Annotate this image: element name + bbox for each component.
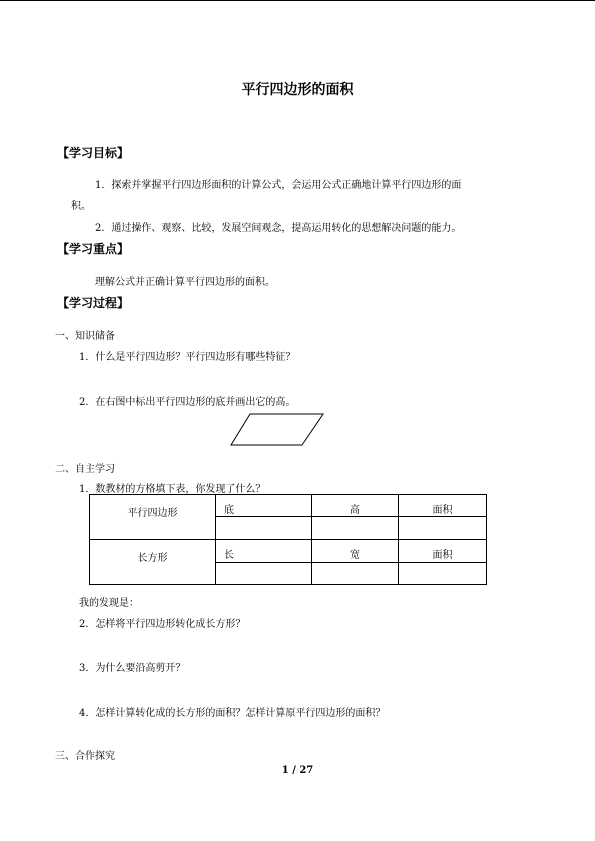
table-header-area-1: 面积	[399, 495, 487, 517]
table-blank-cell[interactable]	[399, 563, 487, 585]
part1-question-2: 2．在右图中标出平行四边形的底并画出它的高。	[79, 397, 296, 408]
table-header-length: 长	[216, 540, 312, 563]
part2-heading: 二、自主学习	[55, 464, 115, 475]
goal-1-line-1: 1．探索并掌握平行四边形面积的计算公式，会运用公式正确地计算平行四边形的面	[95, 180, 462, 191]
key-point-text: 理解公式并正确计算平行四边形的面积。	[95, 277, 275, 288]
table-blank-cell[interactable]	[216, 563, 312, 585]
table-blank-cell[interactable]	[399, 517, 487, 540]
page-title: 平行四边形的面积	[241, 82, 354, 98]
part2-question-1: 1．数教材的方格填下表，你发现了什么？	[79, 484, 266, 495]
section-key-heading: 【学习重点】	[57, 242, 130, 256]
part2-question-2: 2．怎样将平行四边形转化成长方形？	[79, 619, 246, 630]
page-number: 1 / 27	[281, 765, 314, 776]
finding-label: 我的发现是：	[79, 598, 139, 609]
page-top-border	[0, 0, 595, 1]
parallelogram-figure	[229, 413, 325, 447]
table-blank-cell[interactable]	[311, 517, 398, 540]
part2-question-4: 4．怎样计算转化成的长方形的面积？怎样计算原平行四边形的面积？	[79, 708, 386, 719]
table-header-width: 宽	[311, 540, 398, 563]
table-blank-cell[interactable]	[216, 517, 312, 540]
table-header-height: 高	[311, 495, 398, 517]
table-header-area-2: 面积	[399, 540, 487, 563]
table-blank-cell[interactable]	[311, 563, 398, 585]
part1-question-1: 1．什么是平行四边形？平行四边形有哪些特征？	[79, 352, 296, 363]
table-cell-parallelogram: 平行四边形	[90, 495, 216, 540]
table-cell-rectangle: 长方形	[90, 540, 216, 585]
table-header-base: 底	[216, 495, 312, 517]
fill-in-table	[89, 494, 487, 585]
part1-heading: 一、知识储备	[55, 331, 115, 342]
goal-2: 2．通过操作、观察、比较，发展空间观念，提高运用转化的思想解决问题的能力。	[95, 223, 462, 234]
section-process-heading: 【学习过程】	[57, 296, 130, 310]
goal-1-line-2: 积。	[71, 201, 91, 212]
section-goals-heading: 【学习目标】	[57, 146, 130, 160]
part3-heading: 三、合作探究	[55, 751, 115, 762]
part2-question-3: 3．为什么要沿高剪开？	[79, 663, 186, 674]
